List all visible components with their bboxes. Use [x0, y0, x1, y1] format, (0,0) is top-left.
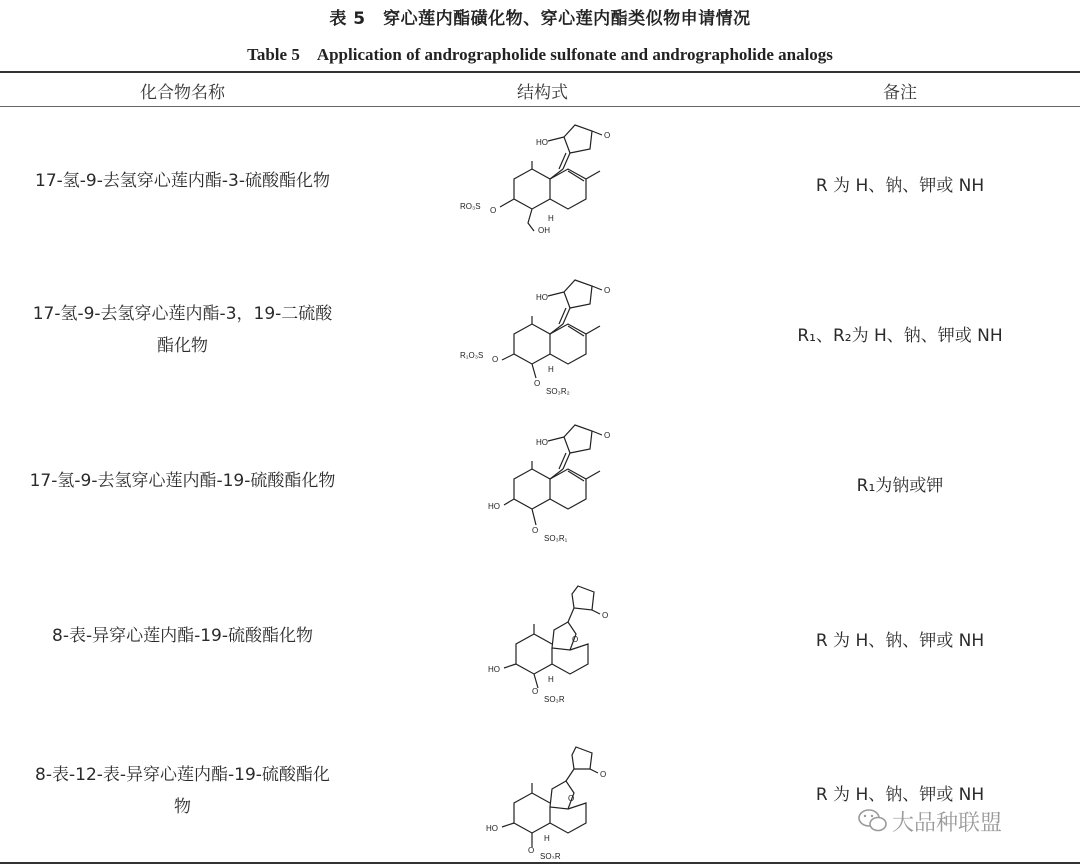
- table-caption-en: Table 5 Application of andrographolide sulfonate and andrographolide analogs: [247, 45, 833, 64]
- structural-formula: [460, 268, 630, 396]
- svg-text:HO: HO: [486, 824, 498, 833]
- svg-text:H: H: [548, 214, 554, 223]
- remark: R 为 H、钠、钾或 NH: [815, 785, 985, 805]
- svg-text:H: H: [548, 365, 554, 374]
- svg-text:O: O: [604, 131, 611, 140]
- remark: R 为 H、钠、钾或 NH: [815, 631, 985, 651]
- remark: R₁、R₂为 H、钠、钾或 NH: [797, 326, 1003, 346]
- svg-text:SO₃R₁: SO₃R₁: [544, 534, 568, 543]
- watermark-text: 大品种联盟: [892, 811, 1003, 836]
- structural-formula: [460, 741, 630, 859]
- structural-formula: [460, 113, 630, 233]
- compound-name: 17-氢-9-去氢穿心莲内酯-3，19-二硫酸 酯化物: [32, 304, 333, 356]
- svg-text:O: O: [528, 846, 535, 855]
- svg-text:H: H: [548, 675, 554, 684]
- svg-text:HO: HO: [488, 665, 500, 674]
- svg-text:HO: HO: [536, 293, 548, 302]
- svg-text:HO: HO: [488, 502, 500, 511]
- header-remark: 备注: [883, 83, 917, 103]
- svg-text:SO₃R: SO₃R: [544, 695, 565, 703]
- svg-text:O: O: [602, 611, 609, 620]
- svg-text:O: O: [604, 286, 611, 295]
- compound-name: 17-氢-9-去氢穿心莲内酯-3-硫酸酯化物: [35, 171, 330, 191]
- compound-name: 8-表-异穿心莲内酯-19-硫酸酯化物: [52, 626, 313, 646]
- compound-name: 8-表-12-表-异穿心莲内酯-19-硫酸酯化 物: [35, 765, 330, 817]
- svg-text:O: O: [490, 206, 497, 215]
- svg-text:R₁O₃S: R₁O₃S: [460, 351, 484, 360]
- svg-text:O: O: [572, 635, 579, 644]
- structural-formula: [460, 415, 630, 545]
- svg-text:O: O: [532, 526, 539, 535]
- svg-text:O: O: [532, 687, 539, 696]
- structural-formula: [460, 578, 630, 703]
- svg-text:RO₃S: RO₃S: [460, 202, 481, 211]
- header-compound-name: 化合物名称: [140, 83, 225, 103]
- svg-text:O: O: [568, 794, 575, 803]
- svg-text:O: O: [600, 770, 607, 779]
- svg-text:HO: HO: [536, 138, 548, 147]
- svg-text:H: H: [544, 834, 550, 843]
- svg-text:O: O: [604, 431, 611, 440]
- table-caption-cn: 表 5 穿心莲内酯磺化物、穿心莲内酯类似物申请情况: [329, 9, 751, 29]
- svg-text:O: O: [492, 355, 499, 364]
- svg-text:OH: OH: [538, 226, 550, 233]
- svg-text:SO₃R: SO₃R: [540, 852, 561, 859]
- svg-text:SO₃R₂: SO₃R₂: [546, 387, 570, 396]
- compound-name: 17-氢-9-去氢穿心莲内酯-19-硫酸酯化物: [29, 471, 336, 491]
- header-rule: [0, 106, 1080, 107]
- bottom-rule: [0, 862, 1080, 864]
- svg-text:HO: HO: [536, 438, 548, 447]
- top-rule: [0, 71, 1080, 73]
- remark: R₁为钠或钾: [856, 476, 944, 496]
- svg-text:O: O: [534, 379, 541, 388]
- wechat-icon: [858, 808, 888, 834]
- remark: R 为 H、钠、钾或 NH: [815, 176, 985, 196]
- header-structure: 结构式: [517, 83, 568, 103]
